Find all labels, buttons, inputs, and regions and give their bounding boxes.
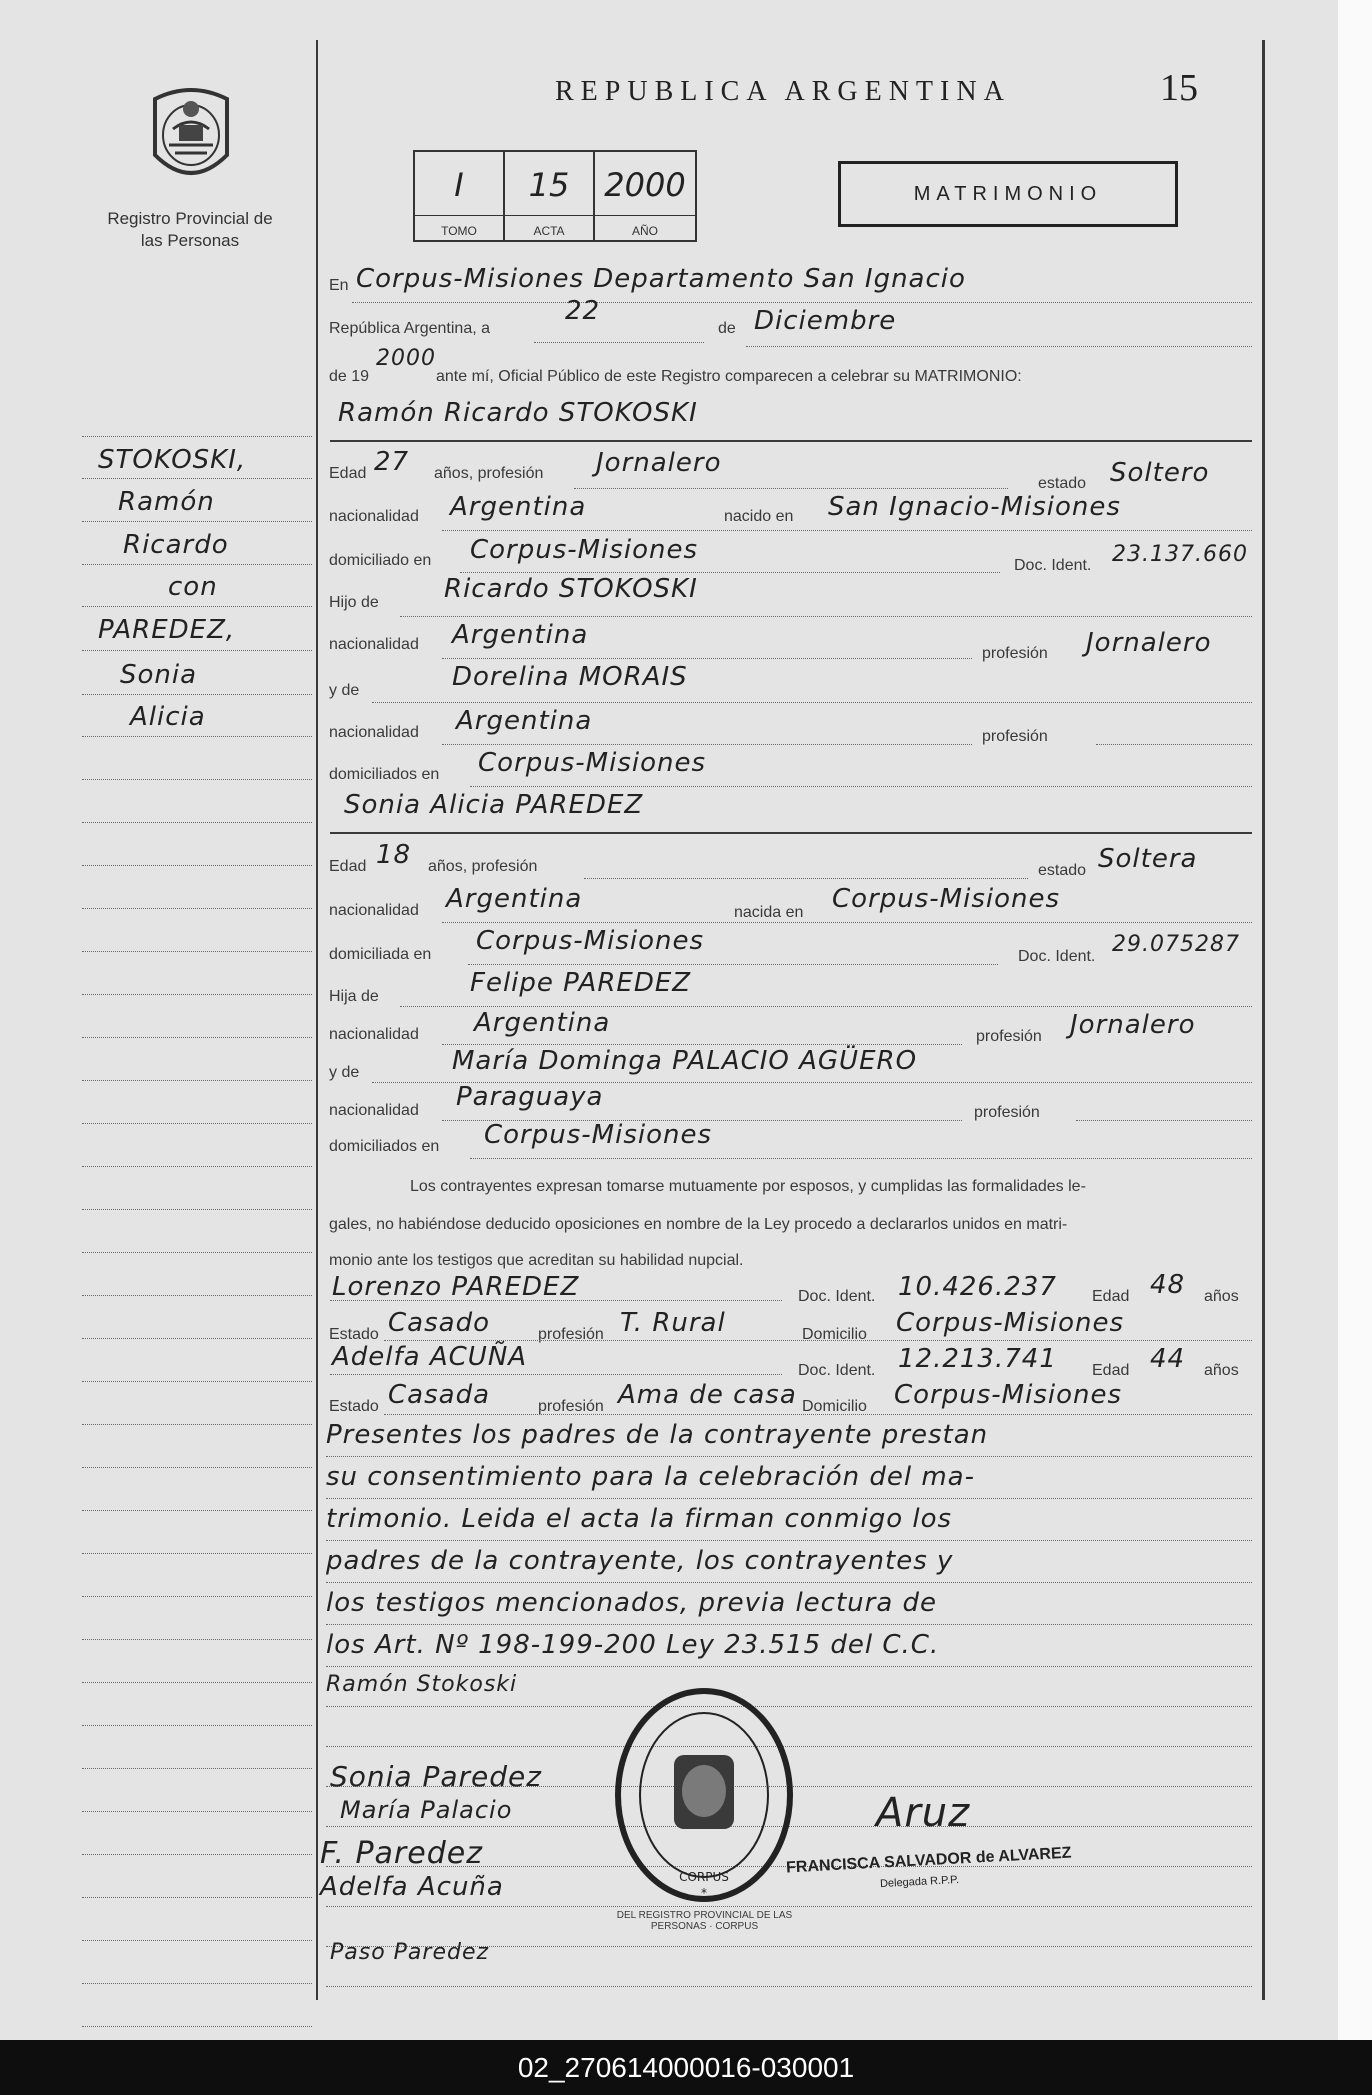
groom-mother-nationality: Argentina bbox=[456, 706, 593, 736]
left-margin-rule bbox=[316, 40, 318, 2000]
tomo-cell bbox=[415, 152, 505, 240]
bride-civil-status: Soltera bbox=[1098, 844, 1198, 874]
groom-yde-label: y de bbox=[329, 682, 360, 699]
republica-label: República Argentina, a bbox=[329, 320, 490, 337]
bride-father-nationality: Argentina bbox=[474, 1008, 611, 1038]
groom-mother: Dorelina MORAIS bbox=[452, 662, 688, 692]
notes-line-4: padres de la contrayente, los contrayentes y bbox=[326, 1546, 954, 1576]
groom-doc: 23.137.660 bbox=[1112, 542, 1248, 567]
paper-edge bbox=[1338, 0, 1372, 2040]
acta-label: ACTA bbox=[533, 224, 565, 238]
witness-2-age: 44 bbox=[1150, 1344, 1186, 1374]
place-value: Corpus-Misiones Departamento San Ignacio bbox=[356, 264, 966, 294]
witness-2-edad-label: Edad bbox=[1092, 1362, 1130, 1379]
bride-father: Felipe PAREDEZ bbox=[470, 968, 692, 998]
margin-note-line-1: STOKOSKI, bbox=[98, 445, 247, 475]
signature-witness-2: Adelfa Acuña bbox=[320, 1872, 504, 1902]
signature-bride: Sonia Paredez bbox=[330, 1760, 542, 1793]
notes-line-6: los Art. Nº 198-199-200 Ley 23.515 del C.C. bbox=[326, 1630, 940, 1660]
witness-2-profesion-label: profesión bbox=[538, 1398, 604, 1415]
bride-domiciliada-label: domiciliada en bbox=[329, 946, 432, 963]
witness-2-doc: 12.213.741 bbox=[898, 1344, 1057, 1374]
bride-mother-profesion-label: profesión bbox=[974, 1104, 1040, 1121]
groom-profession: Jornalero bbox=[596, 448, 722, 478]
groom-estado-label: estado bbox=[1038, 475, 1087, 492]
scan-file-id: 02_270614000016-030001 bbox=[0, 2040, 1372, 2095]
bride-mother-nacionalidad-label: nacionalidad bbox=[329, 1102, 419, 1119]
witness-1-domicile: Corpus-Misiones bbox=[896, 1308, 1125, 1338]
margin-note-line-5: PAREDEZ, bbox=[98, 615, 236, 645]
declaration-line-1: Los contrayentes expresan tomarse mutuamente por esposos, y cumplidas las formalidades le- bbox=[410, 1178, 1086, 1195]
bride-parents-domicile: Corpus-Misiones bbox=[484, 1120, 713, 1150]
bride-mother: María Dominga PALACIO AGÜERO bbox=[452, 1046, 918, 1076]
notes-line-2: su consentimiento para la celebración del ma- bbox=[326, 1462, 975, 1492]
bride-doc: 29.075287 bbox=[1112, 932, 1240, 957]
witness-2-domicilio-label: Domicilio bbox=[802, 1398, 867, 1415]
groom-edad-label: Edad bbox=[329, 465, 367, 482]
witness-1-domicilio-label: Domicilio bbox=[802, 1326, 867, 1343]
witness-2-estado-label: Estado bbox=[329, 1398, 379, 1415]
ano-value: 2000 bbox=[604, 166, 686, 204]
tomo-label: TOMO bbox=[441, 224, 477, 238]
groom-nacionalidad-label: nacionalidad bbox=[329, 508, 419, 525]
witness-2-domicile: Corpus-Misiones bbox=[894, 1380, 1123, 1410]
ano-cell bbox=[595, 152, 695, 240]
groom-nationality: Argentina bbox=[450, 492, 587, 522]
official-name: FRANCISCA SALVADOR de ALVAREZ bbox=[785, 1844, 1072, 1877]
bride-nationality: Argentina bbox=[446, 884, 583, 914]
witness-1-profession: T. Rural bbox=[620, 1308, 726, 1338]
year-value: 2000 bbox=[376, 346, 436, 371]
right-margin-rule bbox=[1262, 40, 1265, 2000]
bride-nacionalidad-label: nacionalidad bbox=[329, 902, 419, 919]
witness-1-estado-label: Estado bbox=[329, 1326, 379, 1343]
acta-value: 15 bbox=[528, 166, 570, 204]
groom-hijo-label: Hijo de bbox=[329, 594, 379, 611]
margin-note-line-3: Ricardo bbox=[123, 530, 229, 560]
official-title: Delegada R.P.P. bbox=[879, 1873, 960, 1891]
groom-domiciliados-label: domiciliados en bbox=[329, 766, 440, 783]
margin-note-line-7: Alicia bbox=[130, 702, 206, 732]
margin-note-line-6: Sonia bbox=[120, 660, 198, 690]
bride-name: Sonia Alicia PAREDEZ bbox=[344, 790, 644, 820]
day-value: 22 bbox=[565, 296, 601, 326]
year-prefix: de 19 bbox=[329, 368, 370, 385]
formula-text: ante mí, Oficial Público de este Registro comparecen a celebrar su MATRIMONIO: bbox=[436, 368, 1022, 385]
groom-name: Ramón Ricardo STOKOSKI bbox=[338, 398, 698, 428]
bride-edad-label: Edad bbox=[329, 858, 367, 875]
witness-1-name: Lorenzo PAREDEZ bbox=[332, 1272, 580, 1302]
bride-yde-label: y de bbox=[329, 1064, 360, 1081]
svg-text:*: * bbox=[701, 1886, 707, 1900]
groom-father-profession: Jornalero bbox=[1086, 628, 1212, 658]
bride-domicile: Corpus-Misiones bbox=[476, 926, 705, 956]
bride-estado-label: estado bbox=[1038, 862, 1087, 879]
groom-civil-status: Soltero bbox=[1110, 458, 1210, 488]
declaration-line-2: gales, no habiéndose deducido oposiciones en nombre de la Ley procedo a declararlos unidos en matri- bbox=[329, 1216, 1068, 1233]
witness-2-estado: Casada bbox=[388, 1380, 491, 1410]
groom-mother-nacionalidad-label: nacionalidad bbox=[329, 724, 419, 741]
groom-father-nacionalidad-label: nacionalidad bbox=[329, 636, 419, 653]
misiones-coat-of-arms-logo bbox=[145, 85, 237, 193]
groom-father: Ricardo STOKOSKI bbox=[444, 574, 698, 604]
groom-age: 27 bbox=[374, 447, 410, 477]
witness-2-profession: Ama de casa bbox=[618, 1380, 797, 1410]
tomo-value: I bbox=[454, 166, 464, 204]
witness-1-edad-label: Edad bbox=[1092, 1288, 1130, 1305]
bride-mother-nationality: Paraguaya bbox=[456, 1082, 604, 1112]
witness-1-doc-label: Doc. Ident. bbox=[798, 1288, 876, 1305]
signature-groom: Ramón Stokoski bbox=[326, 1672, 518, 1697]
bride-doc-label: Doc. Ident. bbox=[1018, 948, 1096, 965]
witness-1-age: 48 bbox=[1150, 1270, 1186, 1300]
groom-parents-domicile: Corpus-Misiones bbox=[478, 748, 707, 778]
bride-father-profession: Jornalero bbox=[1070, 1010, 1196, 1040]
groom-father-nationality: Argentina bbox=[452, 620, 589, 650]
record-type-box: MATRIMONIO bbox=[838, 161, 1178, 227]
month-value: Diciembre bbox=[754, 306, 897, 336]
witness-2-doc-label: Doc. Ident. bbox=[798, 1362, 876, 1379]
en-label: En bbox=[329, 277, 349, 294]
acta-cell bbox=[505, 152, 595, 240]
margin-note-line-4: con bbox=[168, 572, 218, 602]
groom-domicile: Corpus-Misiones bbox=[470, 535, 699, 565]
groom-birthplace: San Ignacio-Misiones bbox=[828, 492, 1121, 522]
bride-age: 18 bbox=[376, 840, 412, 870]
notes-line-3: trimonio. Leida el acta la firman conmigo los bbox=[326, 1504, 953, 1534]
seal-text: DEL REGISTRO PROVINCIAL DE LAS PERSONAS · CORPUS bbox=[616, 1910, 793, 1932]
official-signature: Aruz bbox=[876, 1790, 971, 1836]
declaration-line-3: monio ante los testigos que acreditan su habilidad nupcial. bbox=[329, 1252, 744, 1269]
notes-line-5: los testigos mencionados, previa lectura de bbox=[326, 1588, 938, 1618]
witness-2-anos-label: años bbox=[1204, 1362, 1239, 1379]
groom-domiciliado-label: domiciliado en bbox=[329, 552, 432, 569]
svg-text:CORPUS: CORPUS bbox=[679, 1870, 729, 1884]
groom-nacido-label: nacido en bbox=[724, 508, 794, 525]
de-label: de bbox=[718, 320, 736, 337]
bride-birthplace: Corpus-Misiones bbox=[832, 884, 1061, 914]
signature-mother: María Palacio bbox=[340, 1796, 513, 1824]
signature-witness-1: Paso Paredez bbox=[330, 1940, 490, 1965]
witness-1-anos-label: años bbox=[1204, 1288, 1239, 1305]
bride-father-profesion-label: profesión bbox=[976, 1028, 1042, 1045]
witness-2-name: Adelfa ACUÑA bbox=[332, 1342, 528, 1372]
signature-father: F. Paredez bbox=[320, 1836, 483, 1871]
country-title: REPUBLICA ARGENTINA bbox=[555, 76, 1011, 107]
witness-1-profesion-label: profesión bbox=[538, 1326, 604, 1343]
ano-label: AÑO bbox=[631, 224, 658, 238]
margin-note-line-2: Ramón bbox=[118, 487, 215, 517]
witness-1-doc: 10.426.237 bbox=[898, 1272, 1057, 1302]
record-number-table bbox=[413, 150, 697, 242]
groom-doc-label: Doc. Ident. bbox=[1014, 557, 1092, 574]
notes-line-1: Presentes los padres de la contrayente prestan bbox=[326, 1420, 989, 1450]
bride-father-nacionalidad-label: nacionalidad bbox=[329, 1026, 419, 1043]
witness-1-estado: Casado bbox=[388, 1308, 490, 1338]
groom-anos-label: años, profesión bbox=[434, 465, 544, 482]
official-round-seal bbox=[612, 1685, 797, 1905]
groom-father-profesion-label: profesión bbox=[982, 645, 1048, 662]
groom-mother-profesion-label: profesión bbox=[982, 728, 1048, 745]
page-number: 15 bbox=[1160, 67, 1198, 109]
bride-hija-label: Hija de bbox=[329, 988, 379, 1005]
registry-label: Registro Provincial de las Personas bbox=[107, 209, 273, 250]
bride-domiciliados-label: domiciliados en bbox=[329, 1138, 440, 1155]
bride-anos-label: años, profesión bbox=[428, 858, 538, 875]
bride-nacida-label: nacida en bbox=[734, 904, 804, 921]
